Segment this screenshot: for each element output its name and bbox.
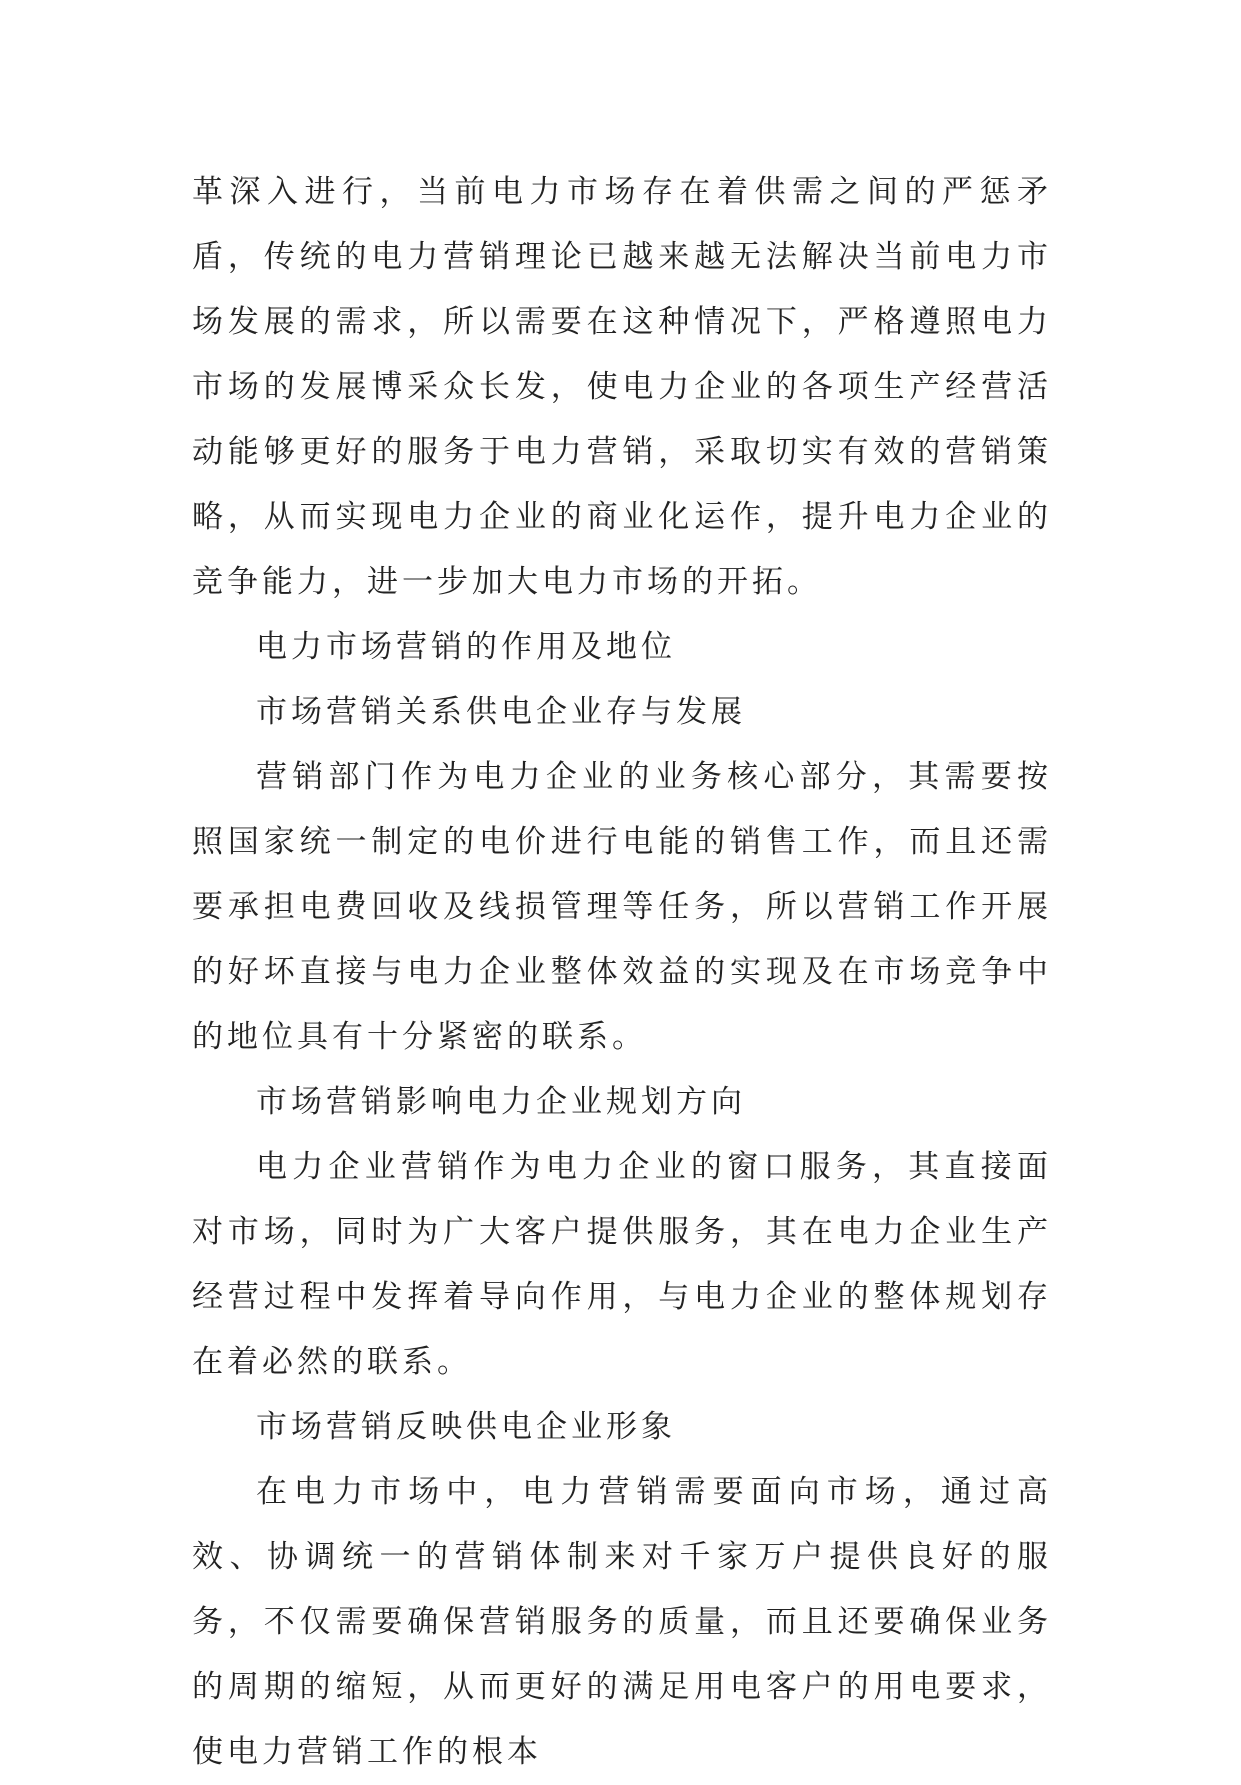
paragraph-continuation: 革深入进行，当前电力市场存在着供需之间的严惩矛盾，传统的电力营销理论已越来越无法解决当前电力市场发展的需求，所以需要在这种情况下，严格遵照电力市场的发展博采众长发，使电力企业的各项生产经营活动能够更好的服务于电力营销，采取切实有效的营销策略，从而实现电力企业的商业化运作，提升电力企业的竞争能力，进一步加大电力市场的开拓。	[192, 174, 1052, 600]
paragraph-window-service: 电力企业营销作为电力企业的窗口服务，其直接面对市场，同时为广大客户提供服务，其在电力企业生产经营过程中发挥着导向作用，与电力企业的整体规划存在着必然的联系。	[192, 1149, 1052, 1380]
paragraph-marketing-department: 营销部门作为电力企业的业务核心部分，其需要按照国家统一制定的电价进行电能的销售工作，而且还需要承担电费回收及线损管理等任务，所以营销工作开展的好坏直接与电力企业整体效益的实现及在市场竞争中的地位具有十分紧密的联系。	[192, 759, 1052, 1055]
subheading-planning-direction: 市场营销影响电力企业规划方向	[256, 1084, 746, 1120]
document-body	[192, 160, 1052, 1785]
paragraph-market-service: 在电力市场中，电力营销需要面向市场，通过高效、协调统一的营销体制来对千家万户提供良好的服务，不仅需要确保营销服务的质量，而且还要确保业务的周期的缩短，从而更好的满足用电客户的用电要求，使电力营销工作的根本	[192, 1474, 1052, 1770]
subheading-existence-and-development: 市场营销关系供电企业存与发展	[256, 694, 746, 730]
section-heading-role-and-status: 电力市场营销的作用及地位	[256, 629, 676, 665]
subheading-enterprise-image: 市场营销反映供电企业形象	[256, 1409, 676, 1445]
